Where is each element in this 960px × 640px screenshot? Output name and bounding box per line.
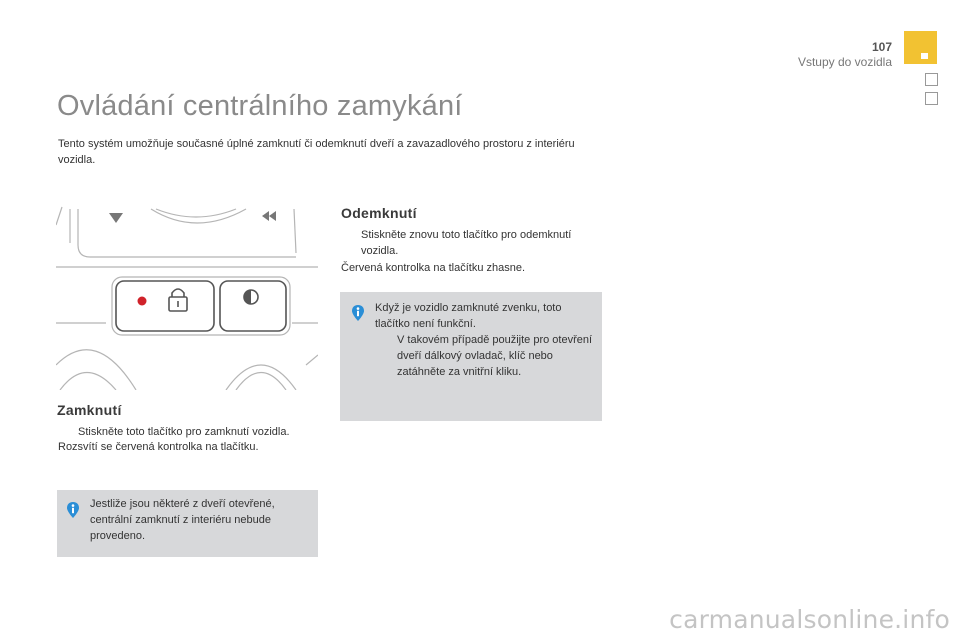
- adjacent-button: [220, 281, 286, 331]
- page-title: Ovládání centrálního zamykání: [57, 90, 463, 122]
- unlock-info-bullet: [375, 332, 595, 380]
- unlock-heading: Odemknutí: [341, 205, 417, 221]
- chapter-tab: [925, 92, 938, 105]
- chapter-tab-active: [904, 31, 937, 64]
- page-number: 107: [871, 40, 892, 54]
- central-locking-button-illustration: [56, 205, 318, 390]
- unlock-info-box: [340, 292, 602, 421]
- lock-note: Rozsvítí se červená kontrolka na tlačítku.: [58, 441, 259, 453]
- section-title: Vstupy do vozidla: [797, 55, 892, 69]
- unlock-instruction: [343, 227, 603, 259]
- watermark: carmanualsonline.info: [669, 605, 950, 634]
- unlock-info-text: Když je vozidlo zamknuté zvenku, toto tlačítko není funkční.: [375, 302, 562, 330]
- chapter-tab: [925, 73, 938, 86]
- lock-info-box: [57, 490, 318, 557]
- intro-paragraph: Tento systém umožňuje současné úplné zamknutí či odemknutí dveří a zavazadlového prostoru z interiéru vozidla.: [58, 138, 575, 166]
- lock-button: [116, 281, 214, 331]
- red-indicator-light: [138, 297, 147, 306]
- info-icon: [350, 304, 366, 322]
- lock-instruction-text: Stiskněte toto tlačítko pro zamknutí vozidla.: [78, 426, 290, 438]
- unlock-info-bullet-text: V takovém případě použijte pro otevření dveří dálkový ovladač, klíč nebo zatáhněte za vnitřní kliku.: [397, 334, 593, 378]
- lock-instruction: [60, 424, 320, 440]
- unlock-instruction-text: Stiskněte znovu toto tlačítko pro odemknutí vozidla.: [361, 229, 572, 257]
- triangle-marker-icon: [109, 213, 123, 223]
- rewind-marker-icon: [262, 211, 276, 221]
- lock-info-text: Jestliže jsou některé z dveří otevřené, centrální zamknutí z interiéru nebude provedeno.: [90, 498, 275, 542]
- unlock-info-content: [375, 300, 595, 380]
- unlock-note: Červená kontrolka na tlačítku zhasne.: [341, 262, 526, 274]
- lock-heading: Zamknutí: [57, 402, 122, 418]
- info-icon: [65, 501, 81, 519]
